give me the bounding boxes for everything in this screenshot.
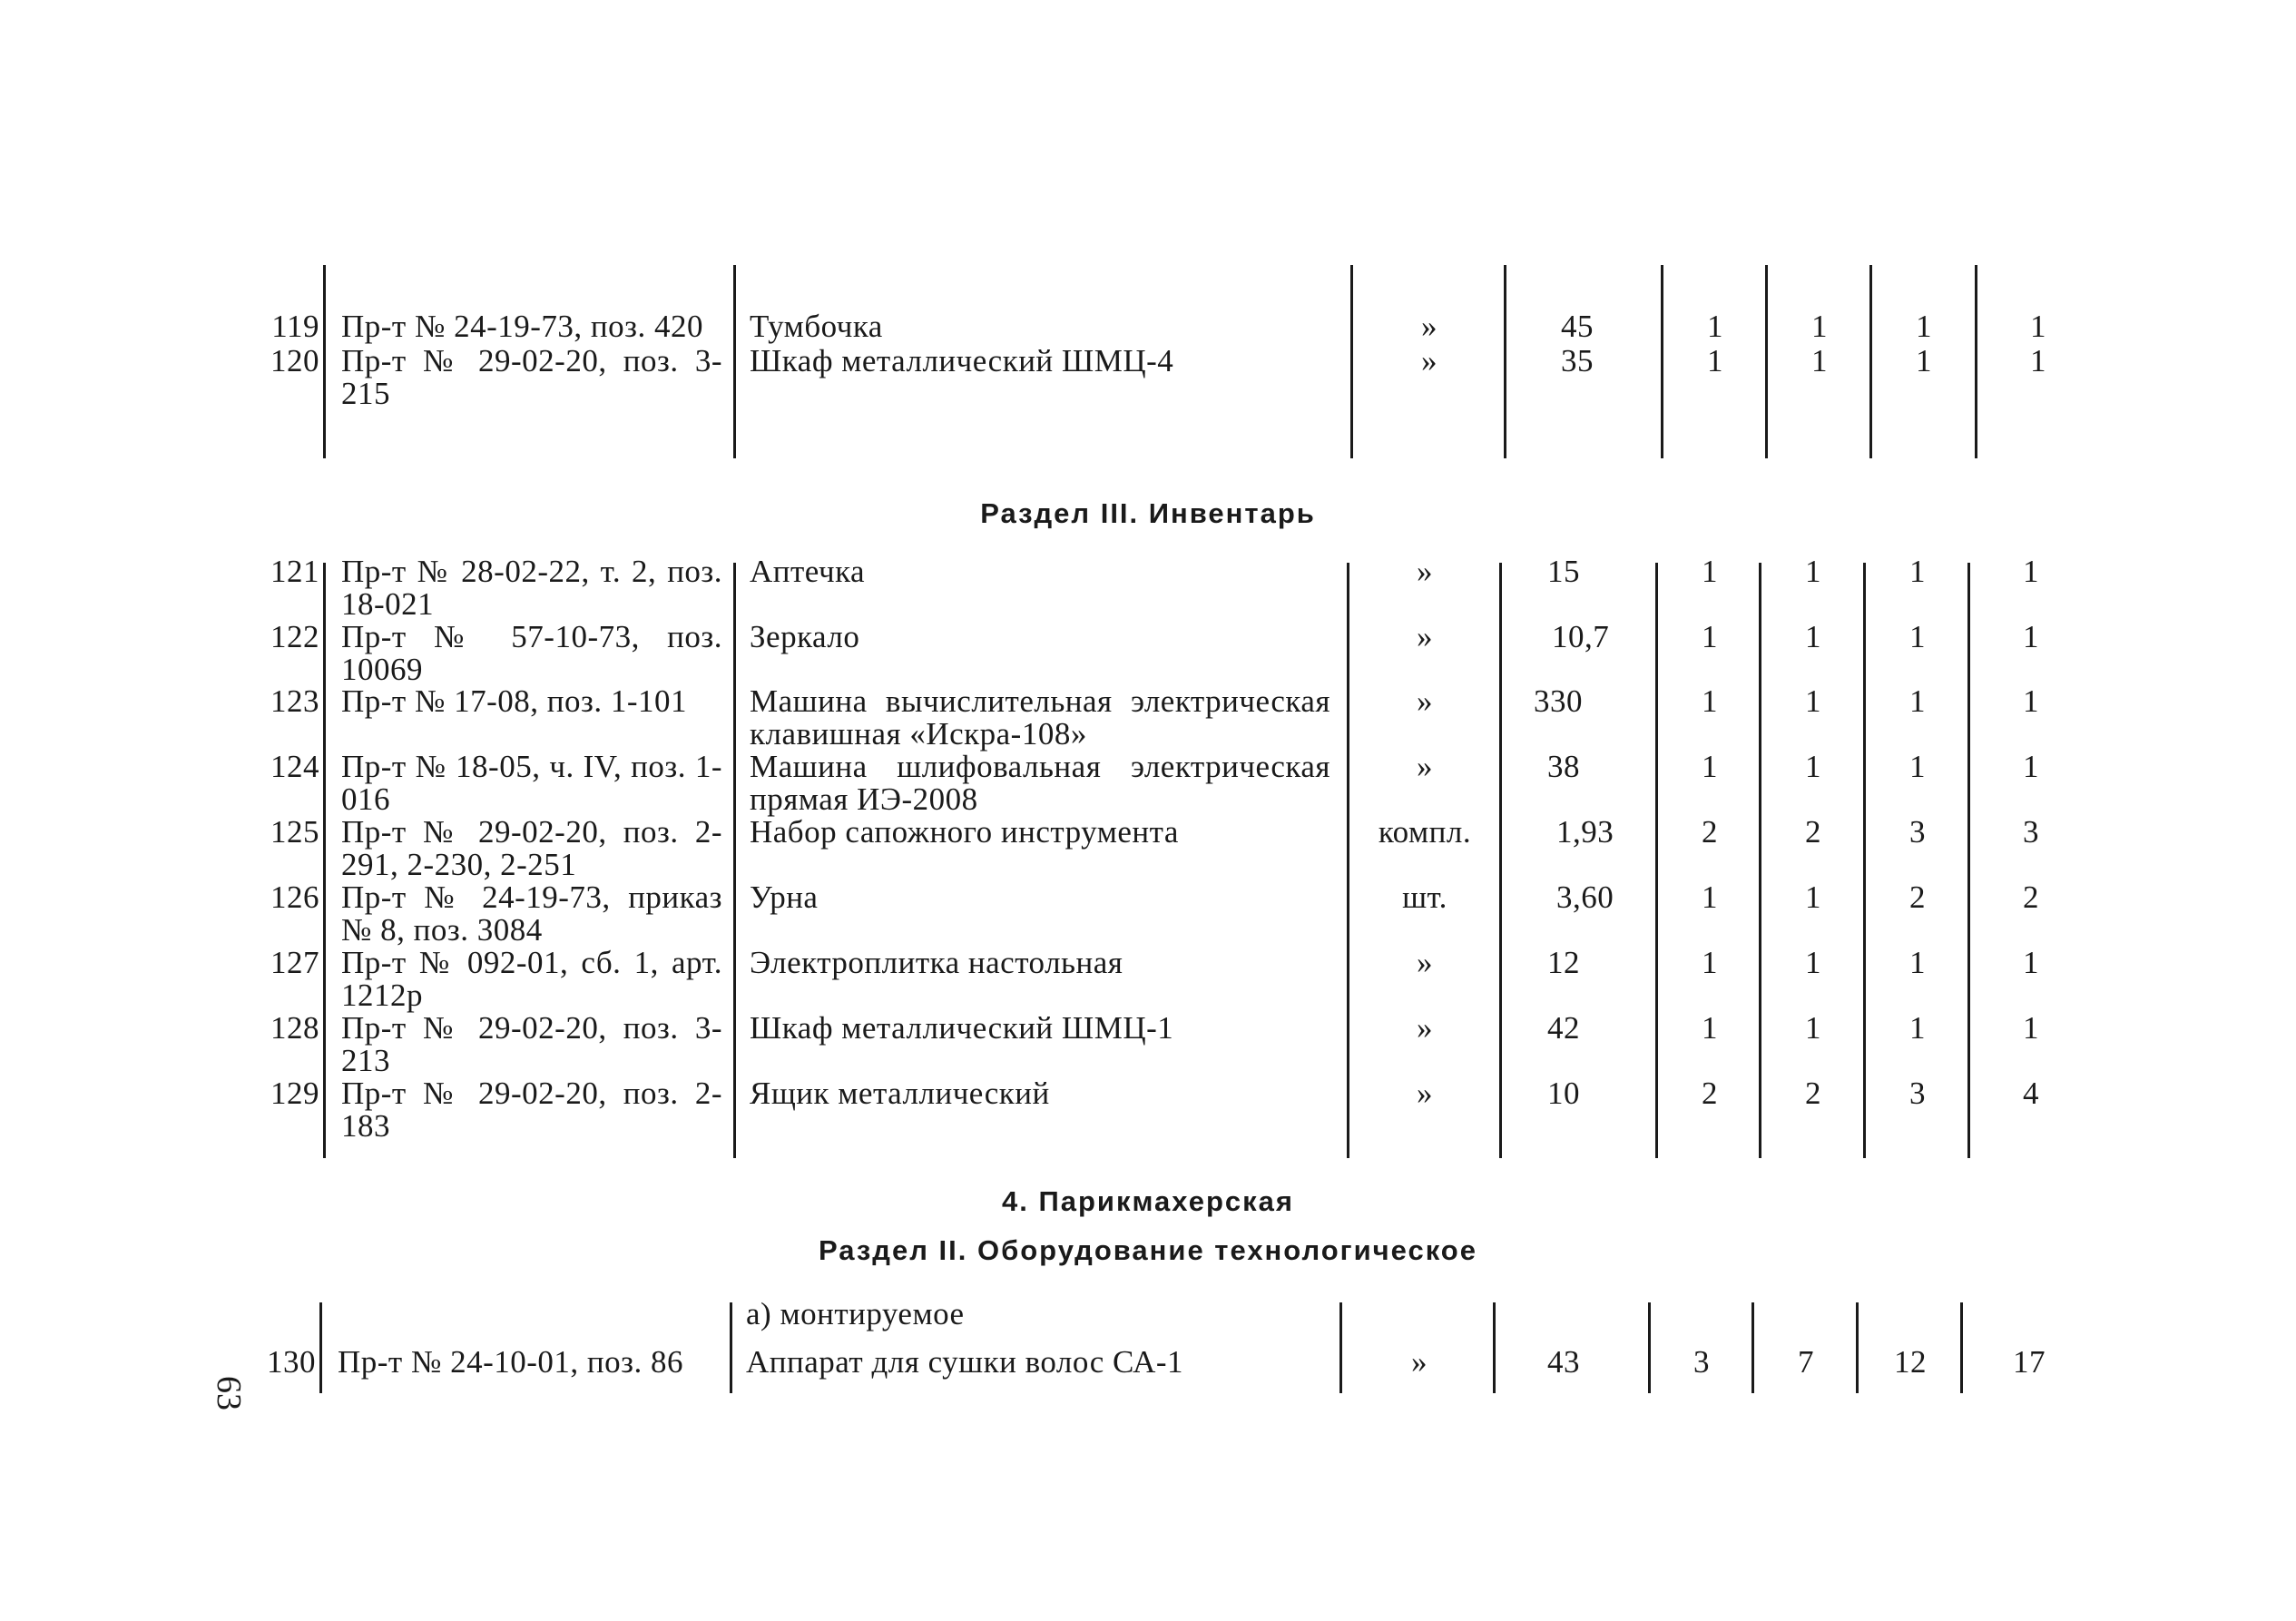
- reference: Пр-т № 092-01, сб. 1, арт. 1212р: [341, 945, 722, 1013]
- price: 330: [1534, 683, 1583, 719]
- count-4: 1: [2023, 945, 2039, 980]
- count-1: 1: [1702, 683, 1718, 719]
- section-heading: Раздел III. Инвентарь: [980, 497, 1316, 529]
- row-number: 124: [270, 749, 319, 784]
- column-divider: [1648, 1302, 1651, 1393]
- count-1: 1: [1702, 619, 1718, 654]
- column-divider: [1347, 563, 1349, 1158]
- item-name: Зеркало: [750, 619, 860, 654]
- price: 12: [1547, 945, 1580, 980]
- reference: Пр-т № 24-19-73, приказ № 8, поз. 3084: [341, 879, 722, 948]
- unit: »: [1421, 309, 1437, 344]
- count-4: 4: [2023, 1076, 2039, 1111]
- unit: »: [1417, 749, 1433, 784]
- count-4: 1: [2023, 1010, 2039, 1046]
- count-3: 3: [1909, 814, 1926, 850]
- subgroup-label: а) монтируемое: [746, 1296, 965, 1331]
- reference: Пр-т № 29-02-20, поз. 3-215: [341, 343, 722, 411]
- reference: Пр-т № 29-02-20, поз. 2-291, 2-230, 2-251: [341, 814, 722, 882]
- count-2: 2: [1805, 814, 1821, 850]
- count-1: 3: [1693, 1344, 1710, 1380]
- count-3: 2: [1909, 879, 1926, 915]
- count-4: 1: [2023, 619, 2039, 654]
- column-divider: [1960, 1302, 1963, 1393]
- price: 15: [1547, 554, 1580, 589]
- count-4: 3: [2023, 814, 2039, 850]
- count-3: 1: [1909, 749, 1926, 784]
- reference: Пр-т № 57-10-73, поз. 10069: [341, 619, 722, 687]
- item-name: Машина вычислительная электрическая клавишная «Искра-108»: [750, 683, 1330, 752]
- unit: »: [1417, 683, 1433, 719]
- count-4: 17: [2013, 1344, 2046, 1380]
- count-1: 1: [1707, 343, 1723, 378]
- reference: Пр-т № 18-05, ч. IV, поз. 1-016: [341, 749, 722, 817]
- column-divider: [1856, 1302, 1859, 1393]
- column-divider: [1339, 1302, 1342, 1393]
- unit: компл.: [1378, 814, 1472, 850]
- count-3: 12: [1894, 1344, 1927, 1380]
- price: 38: [1547, 749, 1580, 784]
- count-2: 1: [1811, 343, 1828, 378]
- column-divider: [1751, 1302, 1754, 1393]
- reference: Пр-т № 29-02-20, поз. 3-213: [341, 1010, 722, 1078]
- row-number: 129: [270, 1076, 319, 1111]
- column-divider: [1863, 563, 1866, 1158]
- reference: Пр-т № 24-19-73, поз. 420: [341, 309, 703, 344]
- count-3: 1: [1916, 309, 1932, 344]
- unit: »: [1417, 1010, 1433, 1046]
- reference: Пр-т № 28-02-22, т. 2, поз. 18-021: [341, 554, 722, 622]
- count-3: 1: [1909, 1010, 1926, 1046]
- count-2: 1: [1805, 1010, 1821, 1046]
- count-3: 1: [1916, 343, 1932, 378]
- count-4: 1: [2023, 749, 2039, 784]
- item-name: Машина шлифовальная электрическая прямая ИЭ-2008: [750, 749, 1330, 817]
- row-number: 126: [270, 879, 319, 915]
- count-1: 1: [1702, 749, 1718, 784]
- row-number: 120: [270, 343, 319, 378]
- count-1: 1: [1702, 1010, 1718, 1046]
- count-3: 1: [1909, 619, 1926, 654]
- count-4: 2: [2023, 879, 2039, 915]
- count-2: 1: [1805, 945, 1821, 980]
- price: 3,60: [1556, 879, 1614, 915]
- unit: »: [1421, 343, 1437, 378]
- unit: шт.: [1402, 879, 1447, 915]
- page-number: 63: [210, 1376, 248, 1410]
- section-heading: Раздел II. Оборудование технологическое: [819, 1234, 1477, 1266]
- row-number: 119: [271, 309, 319, 344]
- item-name: Шкаф металлический ШМЦ-4: [750, 343, 1174, 378]
- count-2: 1: [1805, 554, 1821, 589]
- column-divider: [1967, 563, 1970, 1158]
- price: 35: [1561, 343, 1594, 378]
- count-3: 1: [1909, 554, 1926, 589]
- column-divider: [1655, 563, 1658, 1158]
- item-name: Ящик металлический: [750, 1076, 1050, 1111]
- unit: »: [1411, 1344, 1428, 1380]
- count-4: 1: [2030, 343, 2046, 378]
- count-2: 1: [1805, 683, 1821, 719]
- column-divider: [1869, 265, 1872, 458]
- column-divider: [733, 563, 736, 1158]
- item-name: Урна: [750, 879, 819, 915]
- column-divider: [1493, 1302, 1496, 1393]
- reference: Пр-т № 17-08, поз. 1-101: [341, 683, 687, 719]
- item-name: Аптечка: [750, 554, 866, 589]
- item-name: Тумбочка: [750, 309, 883, 344]
- count-2: 7: [1798, 1344, 1814, 1380]
- row-number: 128: [270, 1010, 319, 1046]
- count-4: 1: [2030, 309, 2046, 344]
- count-3: 1: [1909, 683, 1926, 719]
- column-divider: [323, 265, 326, 458]
- subsection-heading: 4. Парикмахерская: [1002, 1185, 1294, 1217]
- price: 45: [1561, 309, 1594, 344]
- count-1: 1: [1702, 554, 1718, 589]
- unit: »: [1417, 554, 1433, 589]
- column-divider: [1661, 265, 1663, 458]
- price: 1,93: [1556, 814, 1614, 850]
- count-2: 2: [1805, 1076, 1821, 1111]
- count-3: 1: [1909, 945, 1926, 980]
- column-divider: [1765, 265, 1768, 458]
- count-1: 2: [1702, 814, 1718, 850]
- reference: Пр-т № 29-02-20, поз. 2-183: [341, 1076, 722, 1144]
- count-4: 1: [2023, 554, 2039, 589]
- price: 42: [1547, 1010, 1580, 1046]
- count-1: 1: [1707, 309, 1723, 344]
- row-number: 122: [270, 619, 319, 654]
- price: 10: [1547, 1076, 1580, 1111]
- column-divider: [1499, 563, 1502, 1158]
- count-4: 1: [2023, 683, 2039, 719]
- item-name: Аппарат для сушки волос СА-1: [746, 1344, 1184, 1380]
- count-2: 1: [1805, 879, 1821, 915]
- column-divider: [733, 265, 736, 458]
- count-1: 1: [1702, 879, 1718, 915]
- column-divider: [1350, 265, 1353, 458]
- column-divider: [730, 1302, 732, 1393]
- count-3: 3: [1909, 1076, 1926, 1111]
- item-name: Электроплитка настольная: [750, 945, 1123, 980]
- column-divider: [1975, 265, 1977, 458]
- price: 10,7: [1552, 619, 1610, 654]
- count-1: 2: [1702, 1076, 1718, 1111]
- unit: »: [1417, 945, 1433, 980]
- reference: Пр-т № 24-10-01, поз. 86: [338, 1344, 683, 1380]
- count-1: 1: [1702, 945, 1718, 980]
- unit: »: [1417, 1076, 1433, 1111]
- row-number: 127: [270, 945, 319, 980]
- unit: »: [1417, 619, 1433, 654]
- row-number: 125: [270, 814, 319, 850]
- count-2: 1: [1811, 309, 1828, 344]
- count-2: 1: [1805, 619, 1821, 654]
- price: 43: [1547, 1344, 1580, 1380]
- row-number: 121: [270, 554, 319, 589]
- column-divider: [319, 1302, 322, 1393]
- item-name: Шкаф металлический ШМЦ-1: [750, 1010, 1174, 1046]
- count-2: 1: [1805, 749, 1821, 784]
- row-number: 130: [267, 1344, 316, 1380]
- column-divider: [1504, 265, 1506, 458]
- column-divider: [323, 563, 326, 1158]
- row-number: 123: [270, 683, 319, 719]
- item-name: Набор сапожного инструмента: [750, 814, 1179, 850]
